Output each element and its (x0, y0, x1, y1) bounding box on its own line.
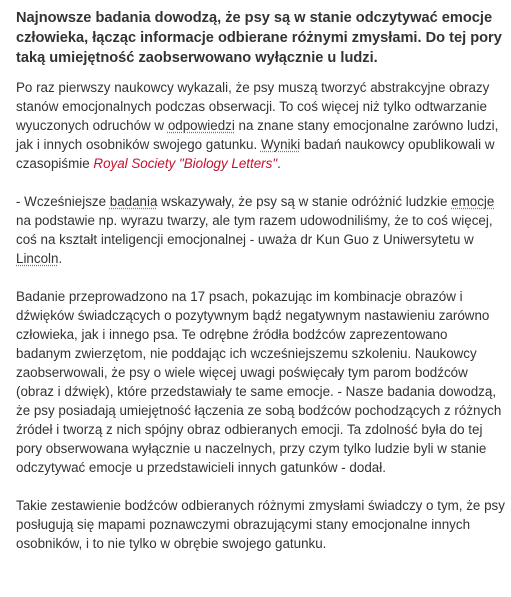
keyword-link-odpowiedzi[interactable]: odpowiedzi (167, 118, 235, 133)
keyword-link-lincoln[interactable]: Lincoln (16, 251, 59, 266)
paragraph-1 (16, 78, 505, 173)
keyword-link-emocje[interactable]: emocje (451, 194, 495, 209)
paragraph-2 (16, 192, 505, 268)
paragraph-1-text-1: Po raz pierwszy naukowcy wykazali, że psy muszą tworzyć abstrakcyjne obrazy stanów emocjonalnych podczas obserwacji. To coś więcej niż tylko odtwarzanie wyuczonych odruchów w (16, 80, 490, 133)
paragraph-4: Takie zestawienie bodźców odbieranych różnymi zmysłami świadczy o tym, że psy posługują się mapami poznawczymi obrazującymi stany emocjonalne innych osobników, i to nie tylko w obrębie swojego gatunku. (16, 498, 505, 551)
paragraph-2-text-1: - Wcześniejsze (16, 194, 110, 209)
keyword-link-wyniki[interactable]: Wyniki (260, 137, 301, 152)
paragraph-2-text-3: na podstawie np. wyrazu twarzy, ale tym razem udowodniliśmy, że to coś więcej, coś na kształt inteligencji emocjonalnej - uważa dr Kun Guo z Uniwersytetu w (16, 213, 493, 247)
paragraph-3: Badanie przeprowadzono na 17 psach, pokazując im kombinacje obrazów i dźwięków świadczących o pozytywnym bądź negatywnym nastawieniu zarówno człowieka, jak i innego psa. Te odrębne źródła bodźców zaprezentowano badanym zwierzętom, nie poddając ich wcześniejszemu szkoleniu. Naukowcy zaobserwowali, że psy o wiele więcej uwagi poświęcały tym parom bodźców (obraz i dźwięk), które przedstawiały te same emocje. - Nasze badania dowodzą, że psy posiadają umiejętność łączenia ze sobą bodźców pochodzących z różnych źródeł i tworzą z nich spójny obraz odbieranych emocji. Ta zdolność była do tej pory obserwowana wyłącznie u naczelnych, przy czym tylko ludzie byli w stanie odczytywać emocje u przedstawicieli innych gatunków - dodał. (16, 289, 502, 475)
paragraph-1-text-2: na znane stany emocjonalne zarówno ludzi, jak i innych osobników swojego gatunku. (16, 118, 499, 152)
paragraph-2-text-2: wskazywały, że psy są w stanie odróżnić ludzkie (157, 194, 452, 209)
paragraph-1-text-3: badań naukowcy opublikowali w czasopiśmie (16, 137, 495, 171)
paragraph-1-text-4: . (277, 156, 281, 171)
article-lead: Najnowsze badania dowodzą, że psy są w stanie odczytywać emocje człowieka, łącząc informacje odbierane różnymi zmysłami. Do tej pory taką umiejętność zaobserwowano wyłącznie u ludzi. (16, 10, 502, 66)
paragraph-2-text-4: . (58, 251, 63, 266)
journal-source: Royal Society "Biology Letters" (93, 156, 278, 171)
keyword-link-badania[interactable]: badania (109, 194, 158, 209)
